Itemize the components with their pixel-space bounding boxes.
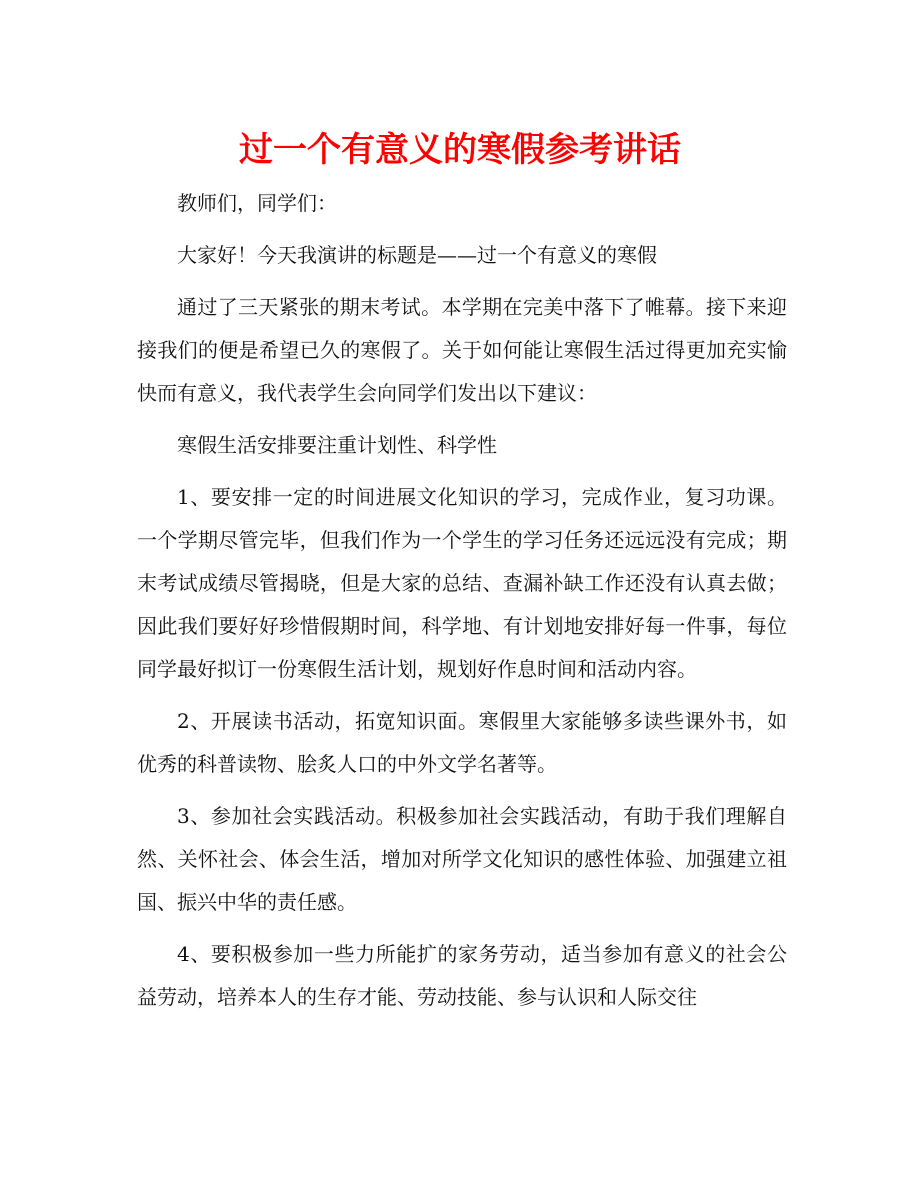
paragraph-greeting: 教师们，同学们： [177,191,337,215]
paragraph-point-3: 3、参加社会实践活动。积极参加社会实践活动，有助于我们理解自然、关怀社会、体会生活，增加对所学文化知识的感性体验、加强建立祖国、振兴中华的责任感。 [137,804,787,914]
paragraph-heading: 寒假生活安排要注重计划性、科学性 [177,433,497,457]
paragraph-point-1: 1、要安排一定的时间进展文化知识的学习，完成作业，复习功课。一个学期尽管完毕，但我们作为一个学生的学习任务还远远没有完成；期末考试成绩尽管揭晓，但是大家的总结、查漏补缺工作还没有认真去做；因此我们要好好珍惜假期时间，科学地、有计划地安排好每一件事，每位同学最好拟订一份寒假生活计划，规划好作息时间和活动内容。 [137,485,787,681]
paragraph-point-2: 2、开展读书活动，拓宽知识面。寒假里大家能够多读些课外书，如优秀的科普读物、脍炙人口的中外文学名著等。 [137,709,787,776]
paragraph-intro: 通过了三天紧张的期末考试。本学期在完美中落下了帷幕。接下来迎接我们的便是希望已久的寒假了。关于如何能让寒假生活过得更加充实愉快而有意义，我代表学生会向同学们发出以下建议： [137,295,787,405]
paragraph-opening: 大家好！今天我演讲的标题是——过一个有意义的寒假 [177,243,657,267]
document-title: 过一个有意义的寒假参考讲话 [239,130,681,170]
paragraph-point-4: 4、要积极参加一些力所能扩的家务劳动，适当参加有意义的社会公益劳动，培养本人的生存才能、劳动技能、参与认识和人际交往 [137,942,787,1009]
document-body [137,182,787,1028]
